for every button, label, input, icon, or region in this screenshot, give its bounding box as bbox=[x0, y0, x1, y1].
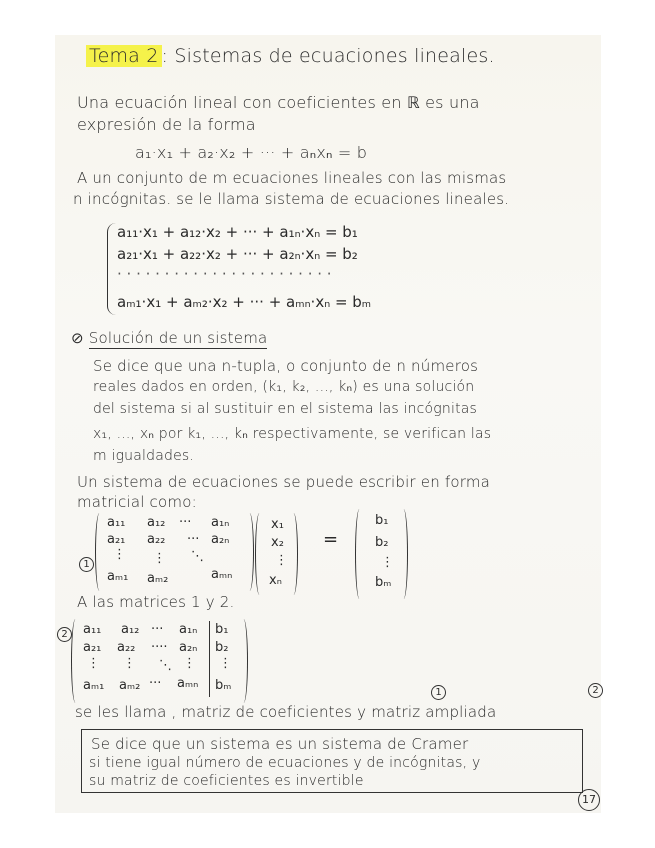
matrix-naming-line: se les llama , matriz de coeficientes y matriz ampliada bbox=[75, 703, 497, 721]
aug-cell: ⋮ bbox=[123, 656, 136, 671]
x-vector-right-paren bbox=[287, 513, 298, 595]
coef-cell: aₘ₂ bbox=[147, 571, 169, 586]
marker-2-icon: 2 bbox=[57, 627, 72, 642]
coef-cell: a₁₂ bbox=[147, 515, 166, 530]
equation-row-2: a₂₁·x₁ + a₂₂·x₂ + ··· + a₂ₙ·xₙ = b₂ bbox=[117, 245, 358, 263]
solution-line-2: reales dados en orden, (k₁, k₂, ..., kₙ) es una solución bbox=[93, 379, 475, 395]
matrix-form-line-2: matricial como: bbox=[77, 493, 197, 511]
equation-row-m: aₘ₁·x₁ + aₘ₂·x₂ + ··· + aₘₙ·xₙ = bₘ bbox=[117, 293, 372, 311]
cramer-line-1: Se dice que un sistema es un sistema de Cramer bbox=[91, 735, 469, 753]
cramer-line-2: si tiene igual número de ecuaciones y de incógnitas, y bbox=[89, 755, 481, 771]
coef-cell: ⋮ bbox=[153, 551, 166, 566]
intro-line-2: expresión de la forma bbox=[77, 115, 256, 134]
notebook-page bbox=[55, 35, 601, 813]
page-title bbox=[86, 45, 495, 67]
coef-cell: aₘ₁ bbox=[107, 569, 129, 584]
title-highlight: Tema 2 bbox=[86, 45, 162, 67]
solution-line-5: m igualdades. bbox=[93, 448, 195, 464]
cramer-line-3: su matriz de coeficientes es invertible bbox=[89, 773, 364, 789]
aug-b-cell: b₁ bbox=[215, 622, 229, 637]
title-rest: : Sistemas de ecuaciones lineales. bbox=[161, 45, 495, 67]
aug-cell: a₁₂ bbox=[121, 622, 140, 637]
augmented-right-paren bbox=[237, 619, 248, 703]
bullet-icon: ⊘ bbox=[71, 329, 84, 347]
aug-cell: a₂₂ bbox=[117, 640, 136, 655]
system-def-line-2: n incógnitas. se le llama sistema de ecuaciones lineales. bbox=[73, 190, 510, 208]
solution-heading-text: Solución de un sistema bbox=[88, 329, 268, 347]
aug-cell: ⋮ bbox=[87, 656, 100, 671]
coef-matrix-right-paren bbox=[243, 513, 254, 591]
aug-b-cell: ⋮ bbox=[219, 656, 232, 671]
b-cell: b₁ bbox=[375, 513, 389, 528]
augmented-left-paren bbox=[71, 619, 82, 703]
intro-line-1: Una ecuación lineal con coeficientes en ℝ es una bbox=[77, 93, 480, 112]
b-vector-left-paren bbox=[355, 509, 366, 599]
aug-b-cell: b₂ bbox=[215, 640, 229, 655]
aug-cell: ⋮ bbox=[183, 656, 196, 671]
linear-equation-formula: a₁·x₁ + a₂·x₂ + ··· + aₙxₙ = b bbox=[135, 143, 368, 162]
aug-cell: a₂ₙ bbox=[179, 640, 198, 655]
page-number: 17 bbox=[578, 789, 600, 811]
equation-row-1: a₁₁·x₁ + a₁₂·x₂ + ··· + a₁ₙ·xₙ = b₁ bbox=[117, 223, 358, 241]
aug-cell: a₁ₙ bbox=[179, 622, 198, 637]
b-vector-right-paren bbox=[397, 509, 408, 599]
x-cell: ⋮ bbox=[275, 553, 288, 568]
coef-cell: ··· bbox=[179, 515, 192, 530]
solution-heading bbox=[71, 329, 267, 347]
solution-line-4: x₁, ..., xₙ por k₁, ..., kₙ respectivamente, se verifican las bbox=[93, 426, 492, 442]
aug-cell: ···· bbox=[151, 640, 168, 655]
matrices-caption: A las matrices 1 y 2. bbox=[77, 593, 235, 611]
coef-cell: ⋱ bbox=[191, 549, 204, 564]
coef-cell: ··· bbox=[187, 532, 200, 547]
aug-cell: aₘ₂ bbox=[119, 678, 141, 693]
aug-b-cell: bₘ bbox=[215, 678, 232, 693]
coef-cell: a₁ₙ bbox=[211, 515, 230, 530]
augmented-divider bbox=[209, 621, 210, 697]
coef-cell: ⋮ bbox=[113, 547, 126, 562]
system-brace bbox=[107, 223, 116, 315]
equals-sign: = bbox=[323, 529, 339, 550]
aug-cell: ··· bbox=[149, 676, 162, 691]
coef-cell: a₂₂ bbox=[147, 532, 166, 547]
marker-1-small-icon: 1 bbox=[431, 685, 446, 700]
coef-cell: aₘₙ bbox=[211, 567, 233, 582]
x-vector-left-paren bbox=[255, 513, 266, 595]
aug-cell: ⋱ bbox=[159, 658, 172, 673]
solution-line-1: Se dice que una n-tupla, o conjunto de n números bbox=[93, 357, 479, 375]
coef-cell: a₂ₙ bbox=[211, 532, 230, 547]
b-cell: b₂ bbox=[375, 535, 389, 550]
marker-1-icon: 1 bbox=[79, 557, 94, 572]
equation-row-dots: · · · · · · · · · · · · · · · · · · · · · · · bbox=[117, 265, 332, 283]
x-cell: x₂ bbox=[271, 535, 284, 550]
aug-cell: ··· bbox=[151, 622, 164, 637]
aug-cell: aₘ₁ bbox=[83, 678, 105, 693]
marker-2-small-icon: 2 bbox=[588, 683, 603, 698]
matrix-form-line-1: Un sistema de ecuaciones se puede escribir en forma bbox=[77, 473, 491, 491]
x-cell: xₙ bbox=[269, 573, 282, 588]
x-cell: x₁ bbox=[271, 517, 284, 532]
coef-cell: a₂₁ bbox=[107, 532, 126, 547]
aug-cell: a₁₁ bbox=[83, 622, 102, 637]
aug-cell: a₂₁ bbox=[83, 640, 102, 655]
aug-cell: aₘₙ bbox=[177, 676, 199, 691]
b-cell: bₘ bbox=[375, 575, 392, 590]
b-cell: ⋮ bbox=[381, 555, 394, 570]
system-def-line-1: A un conjunto de m ecuaciones lineales con las mismas bbox=[77, 169, 507, 187]
coef-cell: a₁₁ bbox=[107, 515, 126, 530]
coef-matrix-left-paren bbox=[95, 513, 106, 591]
solution-line-3: del sistema si al sustituir en el sistema las incógnitas bbox=[93, 401, 478, 417]
